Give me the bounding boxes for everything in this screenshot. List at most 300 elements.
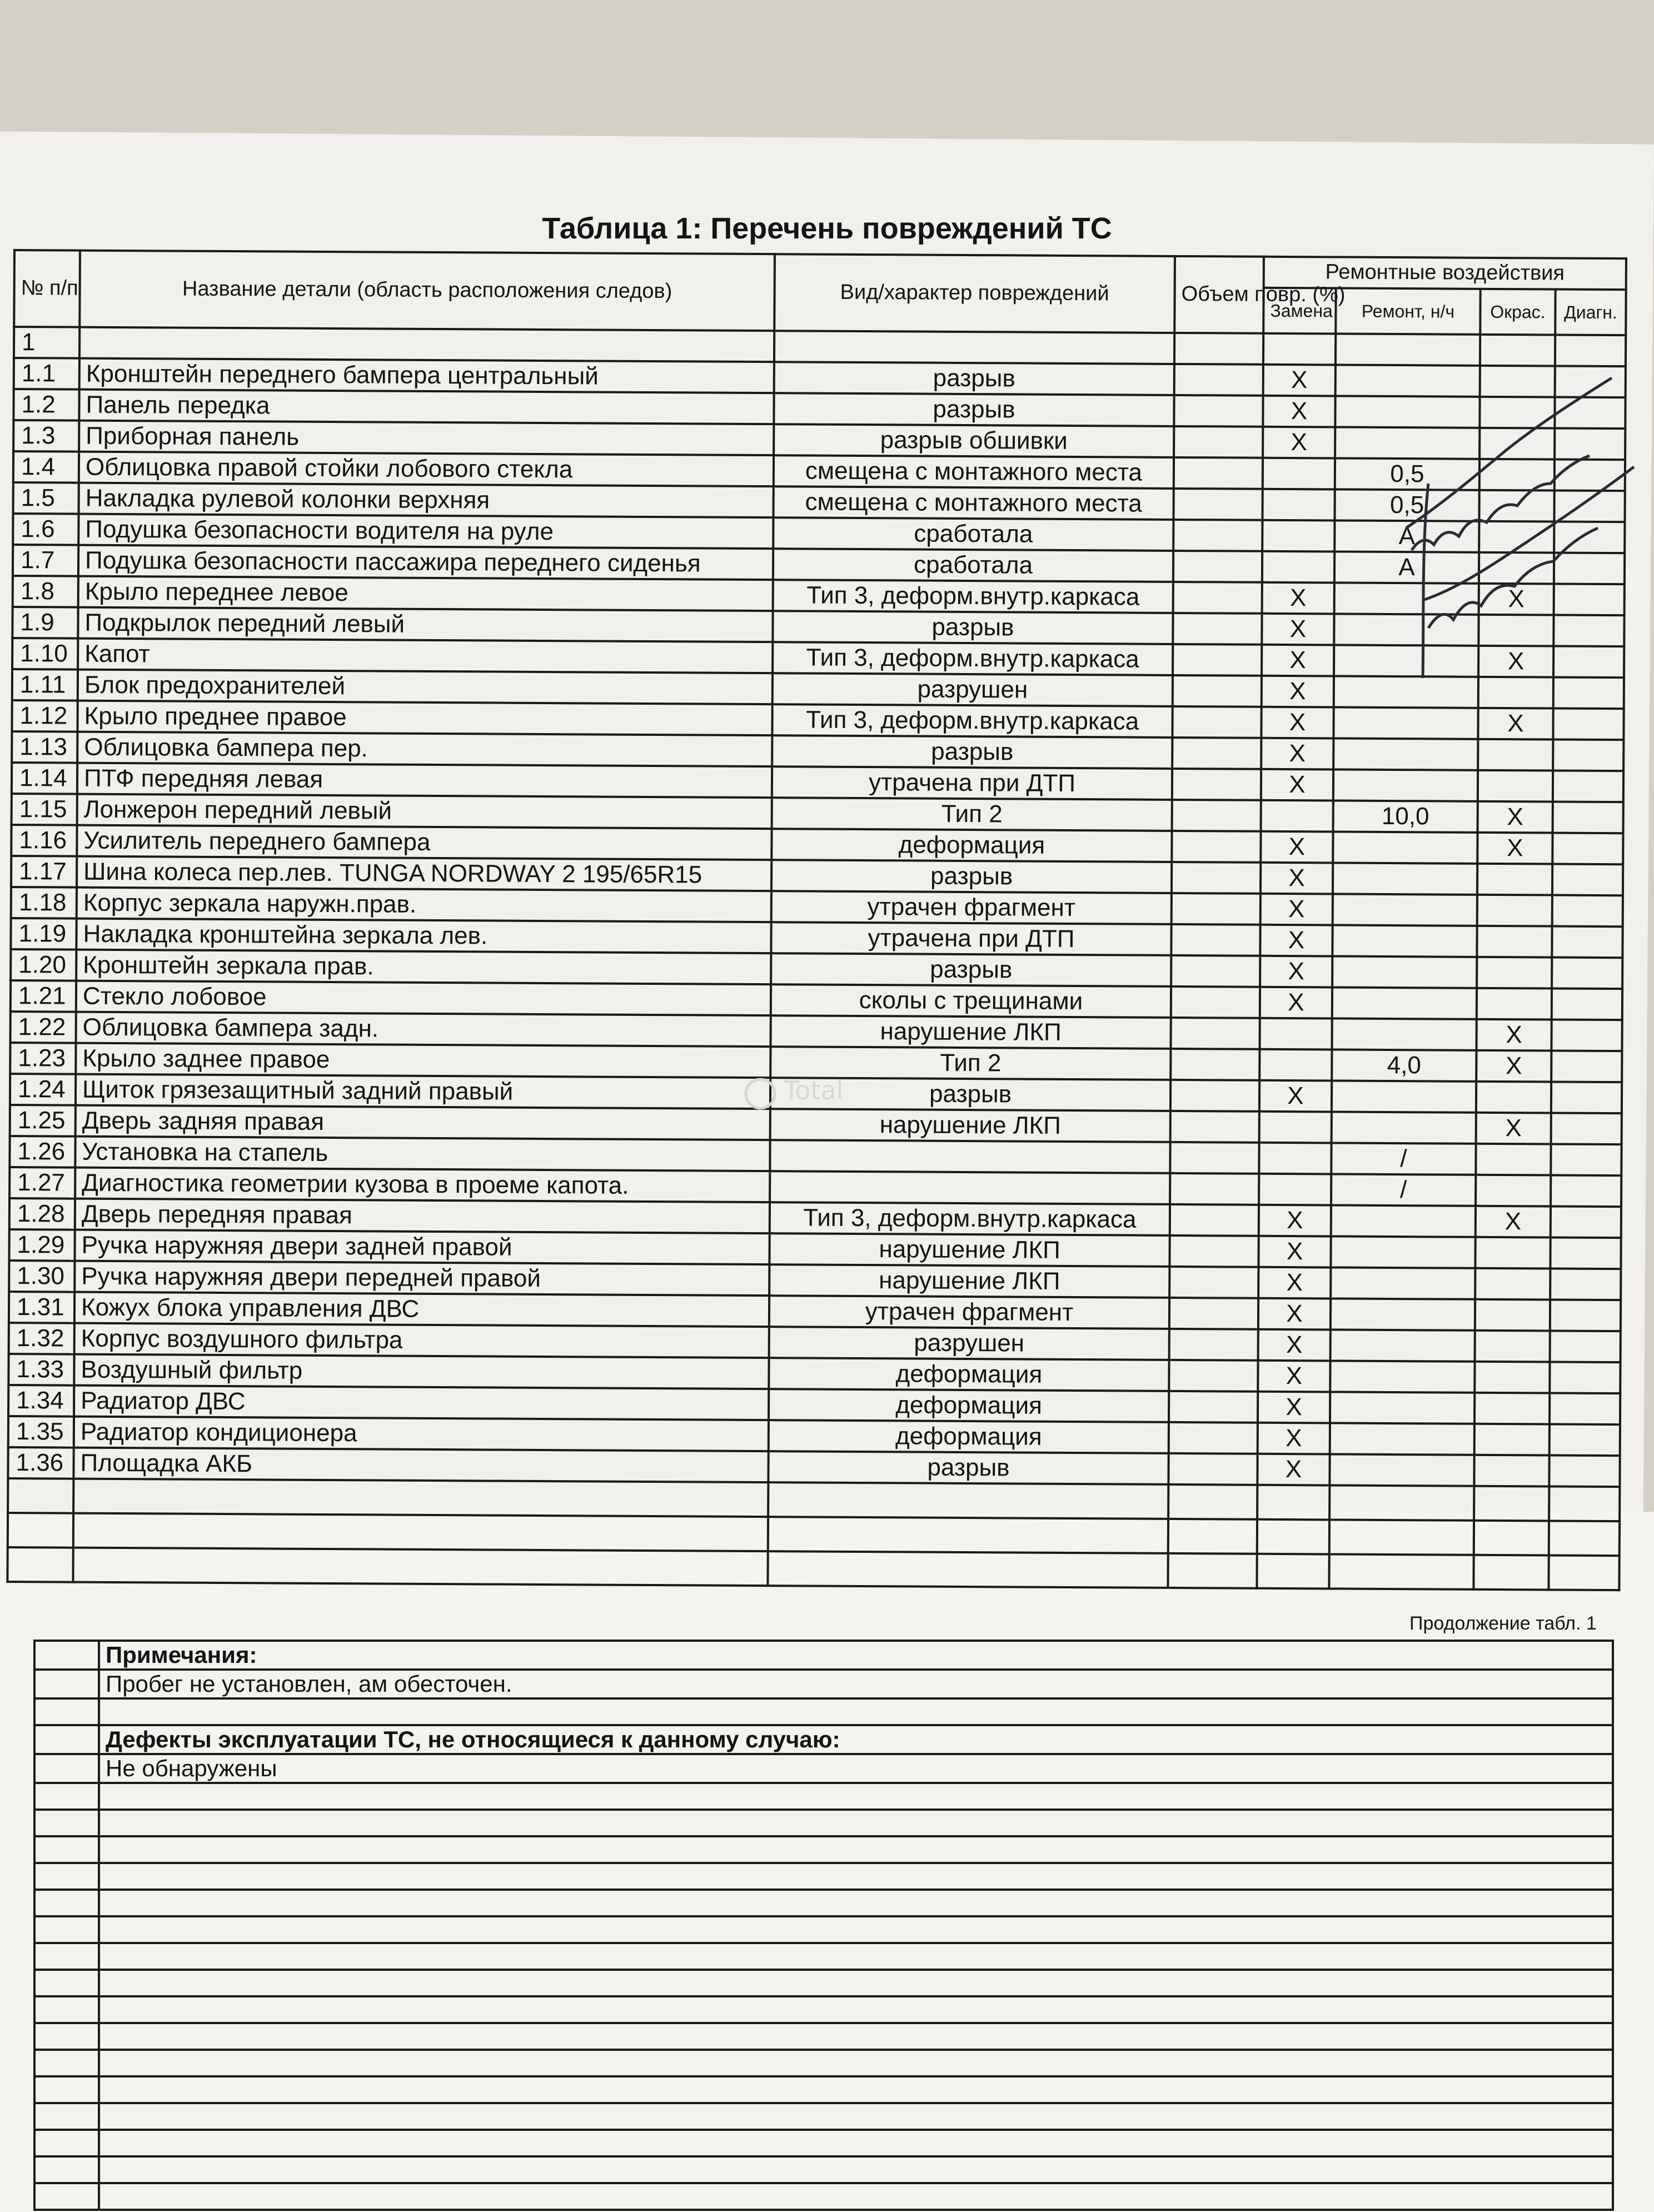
- replace-mark: X: [1261, 831, 1333, 863]
- part-name: Накладка кронштейна зеркала лев.: [76, 919, 771, 954]
- repair-hours: [1332, 925, 1477, 956]
- part-name: Облицовка бампера пер.: [77, 732, 772, 767]
- damage-type: [770, 1140, 1170, 1173]
- part-name: Лонжерон передний левый: [77, 794, 772, 829]
- replace-mark: X: [1258, 1298, 1331, 1330]
- replace-mark: [1259, 1143, 1331, 1174]
- damage-volume: [1170, 1049, 1259, 1080]
- damage-type: разрыв: [771, 953, 1171, 987]
- paint-mark: X: [1478, 708, 1553, 740]
- row-number: 1.8: [13, 576, 78, 607]
- damage-volume: [1169, 1267, 1258, 1298]
- paint-mark: [1478, 739, 1553, 771]
- row-number: 1.26: [9, 1136, 75, 1168]
- part-name: Крыло переднее левое: [78, 576, 773, 611]
- diag-mark: [1553, 771, 1623, 803]
- part-name: Ручка наружняя двери передней правой: [74, 1261, 769, 1296]
- part-name: Ручка наружняя двери задней правой: [74, 1230, 769, 1265]
- part-name: Подкрылок передний левый: [78, 607, 773, 642]
- diag-mark: [1551, 1207, 1621, 1238]
- damage-type: разрушен: [769, 1327, 1169, 1360]
- damage-type: нарушение ЛКП: [771, 1015, 1171, 1049]
- repair-hours: /: [1331, 1143, 1476, 1174]
- damage-type: нарушение ЛКП: [769, 1264, 1169, 1298]
- replace-mark: [1259, 1018, 1332, 1050]
- damage-volume: [1173, 582, 1262, 614]
- damage-type: сработала: [773, 549, 1173, 582]
- notes-table: [33, 1640, 1614, 2211]
- part-name: Установка на стапель: [75, 1137, 770, 1172]
- damage-volume: [1173, 551, 1262, 582]
- diag-mark: [1549, 1456, 1620, 1487]
- notes-empty-row: [34, 1943, 1613, 1970]
- damage-type: разрыв: [773, 611, 1173, 644]
- paint-mark: X: [1476, 1206, 1551, 1238]
- row-number: 1.4: [13, 451, 79, 483]
- notes-empty-row: [34, 2130, 1613, 2156]
- repair-hours: [1332, 1080, 1476, 1112]
- row-number: 1.32: [9, 1323, 74, 1354]
- part-name: Площадка АКБ: [73, 1448, 768, 1483]
- part-name: Шина колеса пер.лев. TUNGA NORDWAY 2 195/65R15: [77, 856, 771, 891]
- damage-volume: [1171, 955, 1260, 987]
- header-diag: Диагн.: [1555, 290, 1626, 336]
- header-repair-group: Ремонтные воздействия: [1264, 257, 1626, 290]
- repair-hours: [1329, 1454, 1474, 1486]
- replace-mark: [1262, 489, 1334, 521]
- damage-type: утрачен фрагмент: [769, 1296, 1169, 1329]
- replace-mark: [1261, 800, 1333, 832]
- replace-mark: X: [1258, 1423, 1330, 1454]
- diag-mark: [1550, 1238, 1621, 1269]
- repair-hours: [1331, 1236, 1475, 1268]
- replace-mark: X: [1263, 365, 1336, 396]
- diag-mark: [1551, 1082, 1622, 1114]
- defects-heading: Дефекты эксплуатации ТС, не относящиеся к данному случаю:: [99, 1725, 1613, 1754]
- header-repair: Ремонт, н/ч: [1336, 288, 1480, 334]
- diag-mark: [1550, 1362, 1620, 1394]
- header-name: Название детали (область расположения следов): [79, 251, 775, 331]
- notes-empty-row: [34, 2156, 1613, 2183]
- part-name: Крыло заднее правое: [76, 1043, 770, 1078]
- page-title: Таблица 1: Перечень повреждений ТС: [542, 212, 1112, 245]
- damage-volume: [1169, 1422, 1258, 1454]
- diag-mark: [1553, 677, 1624, 709]
- part-name: Дверь задняя правая: [76, 1105, 770, 1140]
- part-name: Облицовка бампера задн.: [76, 1012, 771, 1047]
- part-name: Щиток грязезащитный задний правый: [76, 1074, 770, 1109]
- part-name: Корпус воздушного фильтра: [74, 1323, 769, 1358]
- part-name: ПТФ передняя левая: [77, 763, 772, 798]
- replace-mark: [1262, 520, 1334, 552]
- paint-mark: [1475, 1237, 1550, 1269]
- damage-volume: [1173, 520, 1262, 551]
- damage-type: Тип 3, деформ.внутр.каркаса: [772, 704, 1172, 738]
- replace-mark: [1262, 551, 1334, 583]
- row-number: 1.10: [12, 638, 78, 670]
- diag-mark: [1553, 740, 1623, 771]
- damage-type: нарушение ЛКП: [770, 1109, 1170, 1142]
- defects-text: Не обнаружены: [99, 1754, 1613, 1783]
- damage-volume: [1173, 644, 1262, 676]
- damage-type: [770, 1171, 1170, 1204]
- handwritten-signature: [1389, 367, 1645, 678]
- paint-mark: [1475, 1299, 1550, 1331]
- row-number: 1.33: [8, 1354, 74, 1386]
- replace-mark: X: [1258, 1361, 1330, 1392]
- paint-mark: X: [1476, 1113, 1551, 1144]
- row-number: 1.20: [11, 949, 76, 981]
- damage-type: смещена с монтажного места: [774, 455, 1174, 489]
- replace-mark: X: [1262, 582, 1334, 614]
- part-name: Крыло преднее правое: [77, 701, 772, 736]
- row-number: 1.2: [13, 389, 79, 421]
- paint-mark: [1477, 895, 1552, 926]
- paint-mark: X: [1478, 646, 1553, 677]
- header-num: № п/п: [14, 250, 80, 327]
- repair-hours: [1331, 1329, 1475, 1361]
- diag-mark: [1552, 864, 1623, 896]
- row-number: 1.19: [11, 918, 76, 950]
- diag-mark: [1552, 833, 1623, 865]
- repair-hours: [1333, 831, 1477, 863]
- part-name: Радиатор кондиционера: [74, 1417, 769, 1452]
- part-name: Накладка рулевой колонки верхняя: [79, 483, 774, 518]
- part-name: Кожух блока управления ДВС: [74, 1292, 769, 1327]
- notes-empty-row: [34, 1890, 1613, 1916]
- diag-mark: [1551, 1020, 1622, 1052]
- header-volume: Объем повр. (%): [1174, 256, 1264, 333]
- notes-empty-row: [34, 2050, 1613, 2076]
- repair-hours: 0,5: [1335, 458, 1479, 490]
- paint-mark: X: [1479, 584, 1554, 615]
- diag-mark: [1551, 1113, 1622, 1145]
- row-number: 1.22: [11, 1012, 76, 1043]
- paint-mark: X: [1476, 1019, 1551, 1051]
- row-number: 1.17: [11, 856, 77, 888]
- part-name: Блок предохранителей: [78, 670, 773, 705]
- row-number: 1.34: [8, 1385, 74, 1417]
- damage-table: [6, 249, 1627, 1591]
- part-name: Стекло лобовое: [76, 981, 771, 1016]
- row-number: 1.30: [9, 1261, 74, 1292]
- row-number: 1.18: [11, 887, 77, 919]
- damage-type: Тип 2: [772, 798, 1172, 831]
- replace-mark: X: [1258, 1236, 1331, 1268]
- damage-volume: [1172, 862, 1261, 894]
- repair-hours: [1332, 1112, 1476, 1143]
- part-name: Подушка безопасности водителя на руле: [78, 514, 773, 549]
- damage-volume: [1174, 457, 1263, 489]
- replace-mark: X: [1263, 396, 1335, 427]
- paint-mark: [1475, 1268, 1550, 1300]
- repair-hours: [1332, 987, 1477, 1019]
- damage-volume: [1172, 738, 1261, 769]
- paint-mark: [1476, 1144, 1551, 1175]
- paint-mark: X: [1476, 1050, 1551, 1082]
- repair-hours: [1330, 1361, 1474, 1392]
- diag-mark: [1550, 1331, 1621, 1363]
- row-number: 1.31: [9, 1292, 74, 1323]
- notes-empty-row: [34, 2076, 1613, 2103]
- damage-type: Тип 2: [770, 1047, 1170, 1080]
- paint-mark: [1477, 988, 1552, 1020]
- repair-hours: 4,0: [1332, 1049, 1476, 1081]
- damage-type: разрыв: [772, 735, 1172, 769]
- part-name: Радиатор ДВС: [74, 1386, 769, 1421]
- repair-hours: А: [1334, 520, 1479, 552]
- row-number: 1.24: [10, 1074, 76, 1105]
- diag-mark: [1553, 709, 1623, 740]
- damage-volume: [1169, 1235, 1258, 1267]
- repair-hours: [1333, 738, 1478, 770]
- diag-mark: [1550, 1300, 1621, 1332]
- damage-volume: [1170, 1204, 1259, 1236]
- repair-hours: [1332, 956, 1477, 988]
- part-name: Капот: [78, 639, 773, 674]
- replace-mark: X: [1258, 1329, 1331, 1361]
- row-number: 1.28: [9, 1198, 75, 1230]
- repair-hours: [1333, 769, 1478, 801]
- damage-type: деформация: [769, 1389, 1169, 1422]
- paint-mark: [1477, 957, 1552, 989]
- damage-type: деформация: [771, 829, 1172, 862]
- damage-type: Тип 3, деформ.внутр.каркаса: [773, 642, 1173, 675]
- watermark-logo-icon: [744, 1077, 777, 1110]
- replace-mark: X: [1261, 863, 1333, 894]
- damage-volume: [1170, 1080, 1259, 1112]
- row-number: 1.11: [12, 669, 78, 701]
- paint-mark: X: [1478, 801, 1553, 833]
- diag-mark: [1551, 1175, 1621, 1207]
- diag-mark: [1552, 989, 1622, 1020]
- row-number: 1.15: [12, 794, 77, 825]
- notes-empty-row: [34, 1836, 1613, 1863]
- paint-mark: [1474, 1362, 1550, 1393]
- notes-heading: Примечания:: [99, 1641, 1613, 1670]
- damage-type: утрачена при ДТП: [772, 766, 1172, 800]
- diag-mark: [1551, 1144, 1621, 1176]
- replace-mark: X: [1260, 925, 1332, 956]
- replace-mark: X: [1259, 1205, 1331, 1237]
- part-name: Подушка безопасности пассажира переднего сиденья: [78, 545, 773, 580]
- damage-type: смещена с монтажного места: [773, 486, 1173, 520]
- row-number: 1.3: [13, 420, 79, 452]
- section-number: 1: [14, 327, 79, 358]
- repair-hours: 0,5: [1334, 489, 1479, 521]
- paint-mark: [1476, 1175, 1551, 1207]
- repair-hours: [1333, 707, 1478, 739]
- damage-volume: [1169, 1298, 1258, 1329]
- header-paint: Окрас.: [1480, 289, 1555, 335]
- damage-volume: [1173, 489, 1262, 520]
- row-number: 1.21: [11, 980, 76, 1012]
- replace-mark: X: [1261, 738, 1333, 770]
- diag-mark: [1552, 926, 1622, 958]
- notes-empty-row: [34, 1996, 1613, 2023]
- diag-mark: [1552, 895, 1623, 927]
- diag-mark: [1553, 802, 1623, 834]
- damage-type: разрыв: [774, 362, 1174, 395]
- diag-mark: [1551, 1051, 1622, 1083]
- notes-empty-row: [34, 2023, 1613, 2050]
- part-name: Приборная панель: [79, 421, 774, 456]
- replace-mark: X: [1259, 1080, 1332, 1112]
- row-number: 1.6: [13, 514, 78, 545]
- damage-type: утрачена при ДТП: [771, 922, 1171, 955]
- notes-text: Пробег не установлен, ам обесточен.: [99, 1670, 1613, 1698]
- damage-type: сработала: [773, 517, 1173, 551]
- row-number: 1.1: [14, 358, 79, 390]
- damage-volume: [1172, 831, 1261, 863]
- repair-hours: /: [1331, 1174, 1476, 1205]
- replace-mark: X: [1262, 614, 1334, 645]
- damage-volume: [1172, 800, 1261, 831]
- paint-mark: [1474, 1424, 1550, 1456]
- damage-volume: [1169, 1329, 1258, 1361]
- notes-empty-row: [34, 1863, 1613, 1890]
- damage-volume: [1170, 1173, 1259, 1205]
- paint-mark: X: [1477, 833, 1552, 864]
- damage-volume: [1168, 1453, 1257, 1485]
- row-number: 1.9: [12, 607, 78, 639]
- replace-mark: [1259, 1112, 1332, 1143]
- replace-mark: X: [1258, 1392, 1330, 1423]
- damage-volume: [1173, 675, 1262, 707]
- replace-mark: X: [1257, 1454, 1329, 1486]
- replace-mark: X: [1261, 769, 1333, 801]
- paint-mark: [1477, 864, 1552, 895]
- notes-empty-row: [34, 2183, 1613, 2210]
- paint-mark: [1474, 1393, 1550, 1424]
- damage-volume: [1174, 364, 1263, 396]
- part-name: Облицовка правой стойки лобового стекла: [79, 452, 774, 487]
- diag-mark: [1550, 1424, 1620, 1456]
- repair-hours: [1332, 1018, 1476, 1050]
- replace-mark: X: [1258, 1267, 1331, 1299]
- replace-mark: X: [1261, 894, 1333, 925]
- row-number: 1.5: [13, 482, 79, 514]
- damage-type: деформация: [769, 1358, 1169, 1391]
- repair-hours: [1331, 1267, 1475, 1299]
- row-number: 1.35: [8, 1416, 74, 1448]
- damage-type: разрыв: [774, 393, 1174, 426]
- damage-type: разрушен: [773, 673, 1173, 706]
- repair-hours: [1330, 1392, 1474, 1423]
- damage-volume: [1172, 893, 1261, 925]
- paint-mark: [1478, 677, 1553, 709]
- damage-volume: [1170, 1142, 1259, 1174]
- row-number: 1.16: [11, 825, 77, 856]
- replace-mark: [1263, 458, 1335, 490]
- damage-volume: [1170, 1018, 1259, 1049]
- damage-volume: [1172, 769, 1261, 800]
- repair-hours: [1334, 676, 1478, 708]
- damage-type: утрачен фрагмент: [771, 891, 1172, 924]
- repair-hours: [1331, 1205, 1476, 1237]
- replace-mark: X: [1263, 427, 1335, 459]
- notes-empty-row: [34, 1783, 1613, 1810]
- part-name: Усилитель переднего бампера: [77, 825, 771, 860]
- replace-mark: X: [1261, 707, 1333, 739]
- diag-mark: [1550, 1269, 1621, 1301]
- row-number: 1.27: [9, 1167, 75, 1199]
- notes-empty-row: [34, 1810, 1613, 1836]
- repair-hours: [1330, 1423, 1474, 1454]
- repair-hours: 10,0: [1333, 800, 1478, 832]
- row-number: 1.29: [9, 1229, 74, 1261]
- repair-hours: [1331, 1298, 1475, 1330]
- diag-mark: [1552, 958, 1622, 989]
- damage-type: разрыв: [771, 860, 1172, 893]
- damage-type: Тип 3, деформ.внутр.каркаса: [770, 1202, 1170, 1235]
- damage-volume: [1174, 395, 1263, 427]
- replace-mark: X: [1260, 987, 1332, 1019]
- part-name: Кронштейн зеркала прав.: [76, 950, 771, 985]
- row-number: 1.7: [13, 545, 78, 576]
- part-name: Диагностика геометрии кузова в проеме капота.: [75, 1168, 770, 1203]
- damage-volume: [1169, 1360, 1258, 1392]
- replace-mark: [1259, 1174, 1331, 1205]
- replace-mark: X: [1262, 676, 1334, 708]
- damage-volume: [1171, 987, 1260, 1018]
- part-name: Дверь передняя правая: [75, 1199, 770, 1234]
- paint-mark: [1474, 1455, 1549, 1487]
- part-name: Корпус зеркала наружн.прав.: [77, 888, 771, 923]
- row-number: 1.14: [12, 763, 77, 794]
- replace-mark: X: [1262, 645, 1334, 676]
- damage-volume: [1169, 1391, 1258, 1423]
- notes-empty-row: [34, 2103, 1613, 2130]
- repair-hours: [1333, 863, 1477, 894]
- damage-volume: [1172, 706, 1261, 738]
- row-number: 1.12: [12, 700, 77, 732]
- damage-volume: [1170, 1111, 1259, 1143]
- damage-type: деформация: [769, 1420, 1169, 1453]
- paint-mark: [1477, 926, 1552, 958]
- damage-type: нарушение ЛКП: [769, 1233, 1169, 1267]
- row-number: 1.36: [8, 1447, 73, 1479]
- damage-volume: [1174, 426, 1263, 458]
- paint-mark: [1476, 1082, 1551, 1113]
- row-number: 1.13: [12, 731, 77, 763]
- part-name: Панель передка: [79, 390, 774, 425]
- row-number: 1.25: [10, 1105, 76, 1137]
- notes-empty-row: [34, 1916, 1613, 1943]
- part-name: Кронштейн переднего бампера центральный: [79, 358, 774, 393]
- header-damage: Вид/характер повреждений: [774, 254, 1175, 333]
- replace-mark: X: [1260, 956, 1332, 988]
- watermark-text: Total: [784, 1075, 844, 1105]
- damage-type: Тип 3, деформ.внутр.каркаса: [773, 580, 1173, 613]
- damage-volume: [1173, 613, 1262, 645]
- paint-mark: [1475, 1331, 1550, 1362]
- paint-mark: [1478, 770, 1553, 802]
- part-name: Воздушный фильтр: [74, 1354, 769, 1389]
- notes-empty-row: [34, 1970, 1613, 1996]
- diag-mark: [1550, 1393, 1620, 1425]
- damage-type: сколы с трещинами: [771, 984, 1171, 1018]
- damage-type: разрыв: [768, 1451, 1168, 1484]
- continuation-label: Продолжение табл. 1: [1409, 1613, 1597, 1634]
- header-replace: Замена: [1263, 288, 1336, 334]
- repair-hours: А: [1334, 551, 1479, 583]
- damage-type: разрыв: [770, 1078, 1170, 1111]
- damage-volume: [1171, 924, 1260, 956]
- replace-mark: [1259, 1049, 1332, 1081]
- row-number: 1.23: [10, 1043, 76, 1074]
- repair-hours: [1333, 894, 1477, 925]
